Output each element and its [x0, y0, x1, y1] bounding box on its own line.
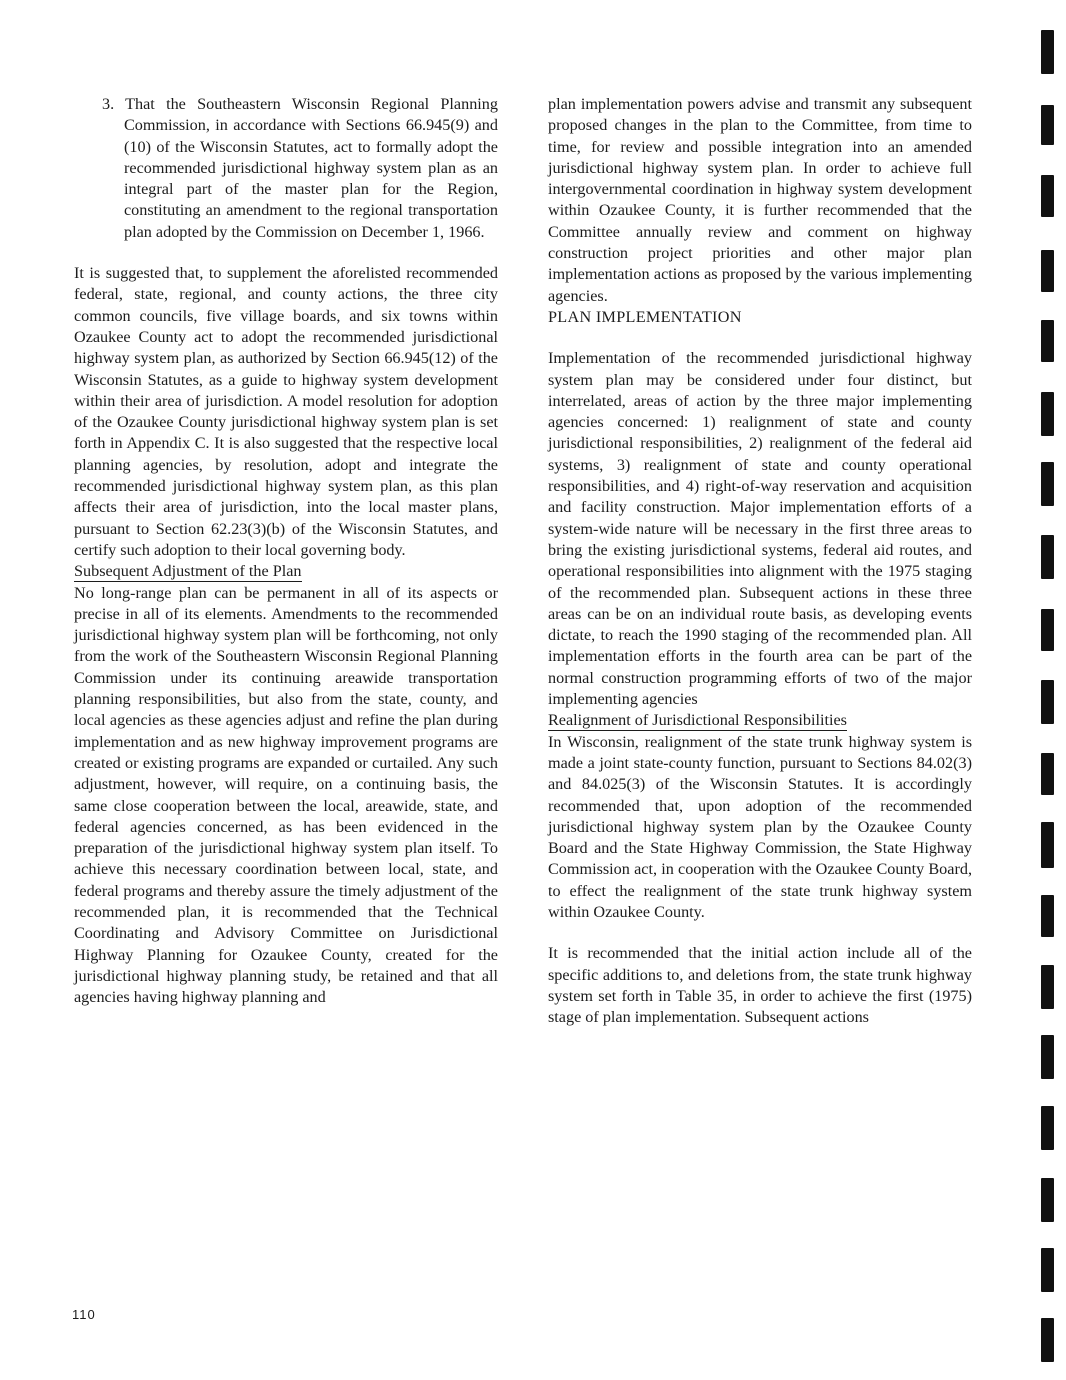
subsequent-adjustment-heading: Subsequent Adjustment of the Plan: [74, 562, 302, 581]
scan-margin-mark: [1041, 30, 1054, 74]
scan-margin-mark: [1041, 250, 1054, 292]
scan-margin-mark: [1041, 1178, 1054, 1222]
scan-margin-mark: [1041, 753, 1054, 795]
scan-margin-mark: [1041, 462, 1054, 506]
scan-margin-mark: [1041, 822, 1054, 868]
realignment-paragraph: In Wisconsin, realignment of the state trunk highway system is made a joint state-county function, pursuant to Sections 84.02(3) and 84.025(3) of the Wisconsin Statutes. It is accordingly recommended that, upon adoption of the recommended jurisdictional highway system plan by the Ozaukee County Board and the State Highway Commission, the State Highway Commission act, in cooperation with the Ozaukee County Board, to effect the realignment of the state trunk highway system within Ozaukee County.: [548, 732, 972, 921]
scan-margin-mark: [1041, 320, 1054, 362]
scan-margin-mark: [1041, 965, 1054, 1009]
scan-margin-mark: [1041, 680, 1054, 724]
scan-margin-mark: [1041, 392, 1054, 436]
scan-margin-mark: [1041, 609, 1054, 651]
scan-margin-mark: [1041, 1318, 1054, 1362]
right-column: [548, 94, 972, 1028]
scan-margin-mark: [1041, 105, 1054, 145]
scan-margin-mark: [1041, 1248, 1054, 1292]
realignment-heading: Realignment of Jurisdictional Responsibilities: [548, 711, 847, 730]
subsequent-adjustment-paragraph: No long-range plan can be permanent in all of its aspects or precise in all of its elements. Amendments to the recommended jurisdictional highway system plan will be forthcoming, not only from the work of the Southeastern Wisconsin Regional Planning Commission under its continuing areawide transportation planning responsibilities, but also from the state, county, and local agencies as these agencies adjust and refine the plan during implementation and as new highway improvement programs are created or existing programs are expanded or curtailed. Any such adjustment, however, will require, on a continuing basis, the same close cooperation between the local, areawide, state, and federal agencies concerned, as has been evidenced in the preparation of the jurisdictional highway system plan itself. To achieve this necessary coordination between local, state, and federal programs and thereby assure the timely adjustment of the recommended plan, it is recommended that the Technical Coordinating and Advisory Committee on Jurisdictional Highway Planning for Ozaukee County, created for the jurisdictional highway planning study, be retained and that all agencies having highway planning and: [74, 583, 498, 1007]
suggestion-paragraph: It is suggested that, to supplement the aforelisted recommended federal, state, regional, and county actions, the three city common councils, five village boards, and six towns within Ozaukee County act to adopt the recommended jurisdictional highway system plan, as authorized by Section 66.945(12) of the Wisconsin Statutes, as a guide to highway system development within their area of jurisdiction. A model resolution for adoption of the Ozaukee County jurisdictional highway system plan is set forth in Appendix C. It is also suggested that the respective local planning agencies, by resolution, adopt and integrate the recommended jurisdictional highway system plan, as this plan affects their area of jurisdiction, into the local master plans, pursuant to Section 62.23(3)(b) of the Wisconsin Statutes, and certify such adoption to their local governing body.: [74, 264, 498, 559]
scan-margin-mark: [1041, 535, 1054, 579]
plan-implementation-heading: PLAN IMPLEMENTATION: [548, 307, 742, 326]
page-number: 110: [72, 1307, 96, 1322]
initial-action-paragraph: It is recommended that the initial action include all of the specific additions to, and deletions from, the state trunk highway system set forth in Table 35, in order to achieve the first (1975) stage of plan implementation. Subsequent actions: [548, 944, 972, 1027]
continuation-paragraph: plan implementation powers advise and transmit any subsequent proposed changes in the plan to the Committee, from time to time, for review and possible integration into an amended jurisdictional highway system plan. In order to achieve full intergovernmental coordination in highway system development within Ozaukee County, it is further recommended that the Committee annually review and comment on highway construction project priorities and other major plan implementation actions as proposed by the various implementing agencies.: [548, 95, 972, 305]
recommendation-item-3: 3. That the Southeastern Wisconsin Regional Planning Commission, in accordance with Sections 66.945(9) and (10) of the Wisconsin Statutes, act to formally adopt the recommended jurisdictional highway system plan as an integral part of the master plan for the Region, constituting an amendment to the regional transportation plan adopted by the Commission on December 1, 1966.: [102, 95, 498, 241]
left-column: [74, 94, 498, 1008]
scan-margin-mark: [1041, 1106, 1054, 1150]
scan-margin-mark: [1041, 1035, 1054, 1079]
scan-margin-mark: [1041, 895, 1054, 937]
plan-implementation-paragraph: Implementation of the recommended jurisdictional highway system plan may be considered under four distinct, but interrelated, areas of action by the three major implementing agencies concerned: 1) realignment of state and county jurisdictional responsibilities, 2) realignment of the federal aid systems, 3) realignment of state and county operational responsibilities, and 4) right-of-way reservation and acquisition and facility construction. Major implementation efforts of a system-wide nature will be necessary in the first three areas to bring the existing jurisdictional systems, federal aid routes, and operational responsibilities into alignment with the 1975 staging of the recommended plan. Subsequent actions in these three areas can be on an individual route basis, as developing events dictate, to reach the 1990 staging of the recommended plan. All implementation efforts in the fourth area can be part of the normal construction programming efforts of two of the major implementing agencies: [548, 349, 972, 709]
scan-margin-mark: [1041, 175, 1054, 217]
